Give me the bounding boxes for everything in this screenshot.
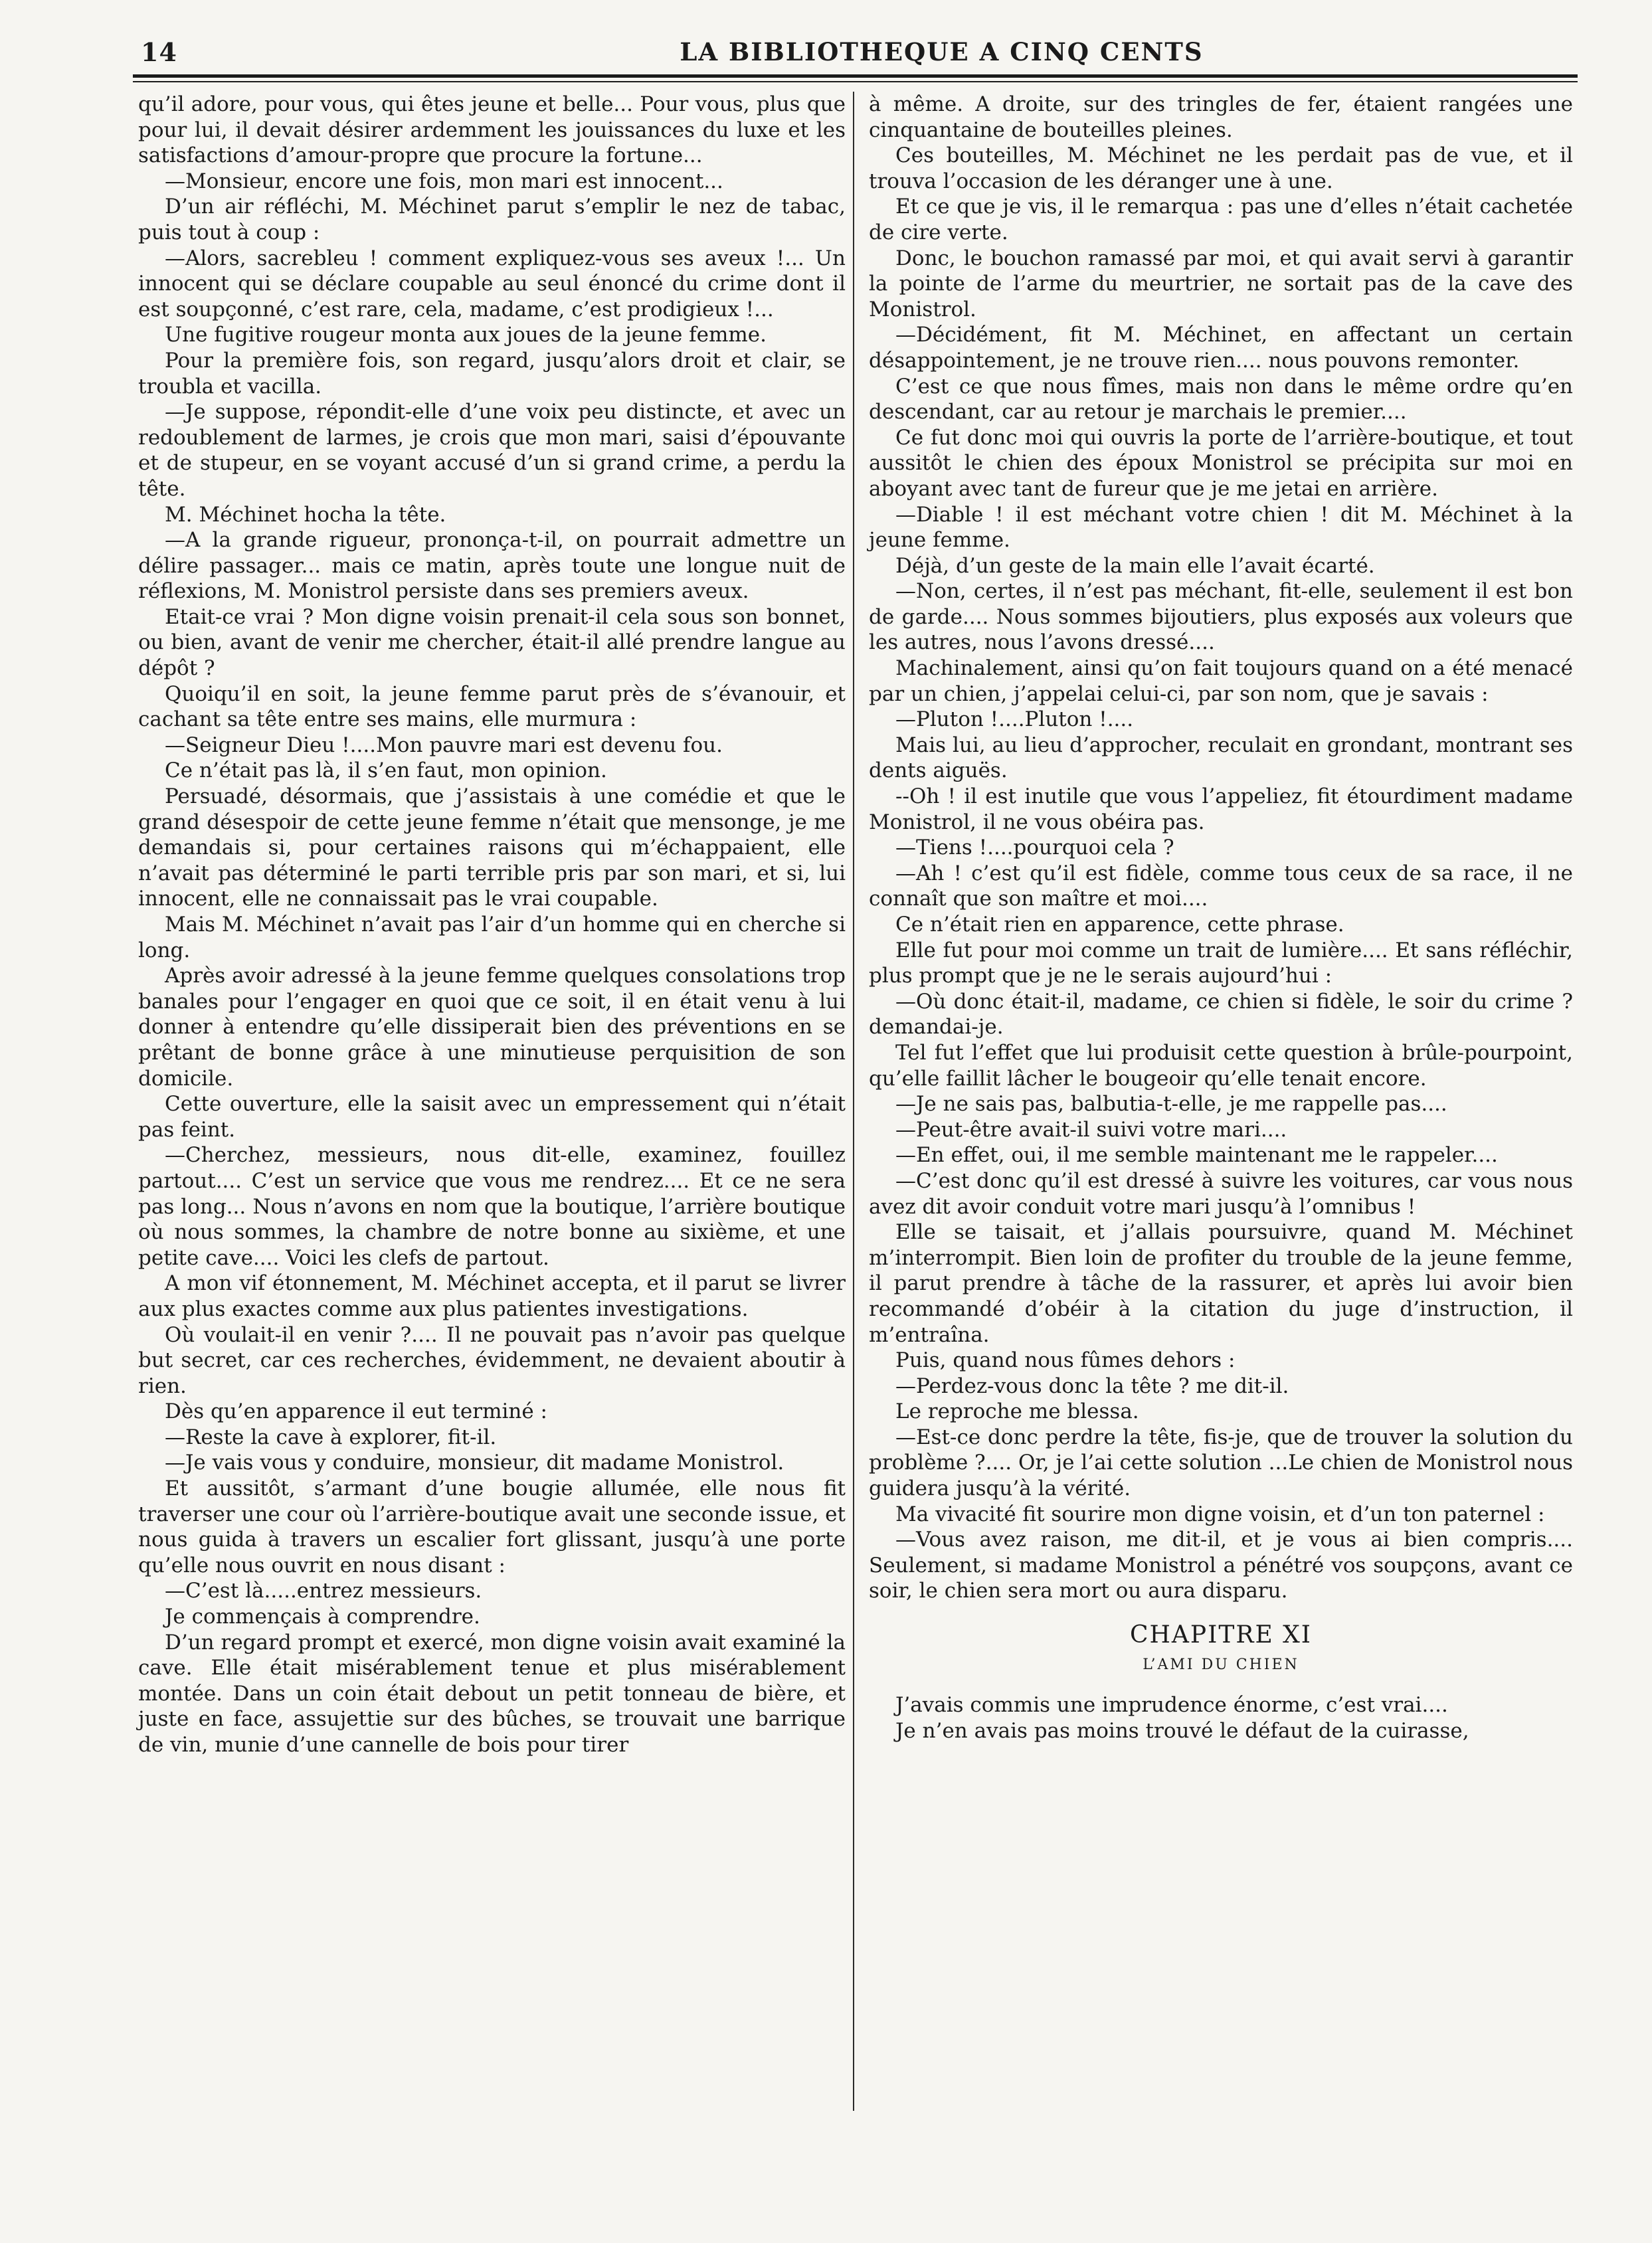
- paragraph: --Oh ! il est inutile que vous l’appeliez, fit étourdiment madame Monistrol, il ne vous obéira pas.: [869, 784, 1573, 834]
- paragraph: Déjà, d’un geste de la main elle l’avait écarté.: [895, 553, 1375, 578]
- paragraph: à même. A droite, sur des tringles de fer, étaient rangées une cinquantaine de bouteilles pleines.: [869, 92, 1573, 142]
- paragraph: Elle fut pour moi comme un trait de lumière.... Et sans réfléchir, plus prompt que je ne le serais aujourd’hui :: [869, 938, 1573, 988]
- paragraph: —Où donc était-il, madame, ce chien si fidèle, le soir du crime ? demandai-je.: [869, 989, 1573, 1039]
- paragraph: Tel fut l’effet que lui produisit cette question à brûle-pourpoint, qu’elle faillit lâcher le bougeoir qu’elle tenait encore.: [869, 1040, 1573, 1091]
- paragraph: Cette ouverture, elle la saisit avec un empressement qui n’était pas feint.: [138, 1092, 846, 1142]
- paragraph: —Tiens !....pourquoi cela ?: [895, 836, 1174, 860]
- paragraph: C’est ce que nous fîmes, mais non dans le même ordre qu’en descendant, car au retour je marchais le premier....: [869, 374, 1573, 424]
- paragraph: —Cherchez, messieurs, nous dit-elle, examinez, fouillez partout.... C’est un service que vous me rendrez.... Et ce ne sera pas long... Nous n’avons en nom que la boutique, l’arrière boutique où nous sommes, la chambre de notre bonne au sixième, et une petite cave.... Voici les clefs de partout.: [138, 1143, 846, 1270]
- paragraph: —Alors, sacrebleu ! comment expliquez-vous ses aveux !... Un innocent qui se déclare coupable au seul énoncé du crime dont il est soupçonné, c’est rare, cela, madame, c’est prodigieux !...: [138, 246, 846, 321]
- chapter-heading: CHAPITRE XI: [1129, 1621, 1313, 1649]
- paragraph: Et aussitôt, s’armant d’une bougie allumée, elle nous fit traverser une cour où l’arrière-boutique avait une seconde issue, et nous guida à travers un escalier fort glissant, jusqu’à une porte qu’elle nous ouvrit en nous disant :: [138, 1477, 846, 1577]
- paragraph: —C’est là.....entrez messieurs.: [165, 1579, 482, 1603]
- paragraph: Quoiqu’il en soit, la jeune femme parut près de s’évanouir, et cachant sa tête entre ses mains, elle murmura :: [138, 681, 846, 732]
- paragraph: qu’il adore, pour vous, qui êtes jeune et belle... Pour vous, plus que pour lui, il devait désirer ardemment les jouissances du luxe et les satisfactions d’amour-propre que procure la fortune...: [138, 92, 846, 168]
- paragraph: A mon vif étonnement, M. Méchinet accepta, et il parut se livrer aux plus exactes comme aux plus patientes investigations.: [138, 1271, 846, 1321]
- paragraph: —Non, certes, il n’est pas méchant, fit-elle, seulement il est bon de garde.... Nous sommes bijoutiers, plus exposés aux voleurs que les autres, nous l’avons dressé....: [869, 579, 1573, 655]
- paragraph: Ce fut donc moi qui ouvris la porte de l’arrière-boutique, et tout aussitôt le chien des époux Monistrol se précipita sur moi en aboyant avec tant de fureur que je me jetai en arrière.: [869, 425, 1573, 501]
- paragraph: —Je suppose, répondit-elle d’une voix peu distincte, et avec un redoublement de larmes, je crois que mon mari, saisi d’épouvante et de stupeur, en se voyant accusé d’un si grand crime, a perdu la tête.: [138, 400, 846, 501]
- paragraph: —Pluton !....Pluton !....: [895, 707, 1134, 732]
- paragraph: Ce n’était pas là, il s’en faut, mon opinion.: [165, 759, 607, 783]
- running-title: LA BIBLIOTHEQUE A CINQ CENTS: [680, 37, 1204, 66]
- paragraph: —En effet, oui, il me semble maintenant me le rappeler....: [895, 1143, 1498, 1168]
- right-column: [869, 92, 1573, 1744]
- paragraph: Puis, quand nous fûmes dehors :: [895, 1348, 1236, 1373]
- paragraph: —Décidément, fit M. Méchinet, en affectant un certain désappointement, je ne trouve rien.... nous pouvons remonter.: [869, 323, 1573, 373]
- paragraph: —C’est donc qu’il est dressé à suivre les voitures, car vous nous avez dit avoir conduit votre mari jusqu’à l’omnibus !: [869, 1168, 1573, 1219]
- header-rule-thick: [133, 74, 1578, 78]
- header-rule-thin: [133, 81, 1578, 82]
- paragraph: Une fugitive rougeur monta aux joues de la jeune femme.: [165, 323, 767, 347]
- paragraph: D’un regard prompt et exercé, mon digne voisin avait examiné la cave. Elle était misérablement tenue et plus misérablement montée. Dans un coin était debout un petit tonneau de bière, et juste en face, assujettie sur des bûches, se trouvait une barrique de vin, munie d’une cannelle de bois pour tirer: [138, 1630, 846, 1757]
- paragraph: Donc, le bouchon ramassé par moi, et qui avait servi à garantir la pointe de l’arme du meurtrier, ne sortait pas de la cave des Monistrol.: [869, 246, 1573, 321]
- paragraph: Et ce que je vis, il le remarqua : pas une d’elles n’était cachetée de cire verte.: [869, 195, 1573, 244]
- paragraph: —Est-ce donc perdre la tête, fis-je, que de trouver la solution du problème ?.... Or, je l’ai cette solution ...Le chien de Monistrol nous guidera jusqu’à la vérité.: [869, 1425, 1573, 1501]
- paragraph: M. Méchinet hocha la tête.: [165, 502, 446, 527]
- paragraph: Dès qu’en apparence il eut terminé :: [165, 1399, 547, 1424]
- paragraph: Machinalement, ainsi qu’on fait toujours quand on a été menacé par un chien, j’appelai celui-ci, par son nom, que je savais :: [869, 656, 1573, 706]
- paragraph: —Je vais vous y conduire, monsieur, dit madame Monistrol.: [165, 1451, 784, 1475]
- paragraph: Je commençais à comprendre.: [165, 1605, 480, 1629]
- paragraph: Où voulait-il en venir ?.... Il ne pouvait pas n’avoir pas quelque but secret, car ces recherches, évidemment, ne devaient aboutir à rien.: [138, 1322, 846, 1398]
- paragraph: —Diable ! il est méchant votre chien ! dit M. Méchinet à la jeune femme.: [869, 502, 1573, 553]
- paragraph: —Reste la cave à explorer, fit-il.: [165, 1425, 497, 1449]
- left-column: [138, 92, 846, 1758]
- paragraph: —Monsieur, encore une fois, mon mari est innocent...: [165, 169, 723, 193]
- paragraph: Etait-ce vrai ? Mon digne voisin prenait-il cela sous son bonnet, ou bien, avant de venir me chercher, était-il allé prendre langue au dépôt ?: [138, 604, 846, 681]
- paragraph: D’un air réfléchi, M. Méchinet parut s’emplir le nez de tabac, puis tout à coup :: [138, 195, 846, 244]
- paragraph: Ma vivacité fit sourire mon digne voisin, et d’un ton paternel :: [895, 1502, 1545, 1526]
- paragraph: Persuadé, désormais, que j’assistais à une comédie et que le grand désespoir de cette jeune femme n’était que mensonge, je me demandais si, pour certaines raisons qui m’échappaient, elle n’avait pas déterminé le parti terrible pris par son mari, et si, lui innocent, elle ne connaissait pas le vrai coupable.: [138, 784, 846, 911]
- paragraph: —Seigneur Dieu !....Mon pauvre mari est devenu fou.: [165, 733, 723, 757]
- paragraph: —Vous avez raison, me dit-il, et je vous ai bien compris.... Seulement, si madame Monistrol a pénétré vos soupçons, avant ce soir, le chien sera mort ou aura disparu.: [869, 1528, 1573, 1603]
- paragraph: Pour la première fois, son regard, jusqu’alors droit et clair, se troubla et vacilla.: [138, 348, 846, 399]
- paragraph: Elle se taisait, et j’allais poursuivre, quand M. Méchinet m’interrompit. Bien loin de profiter du trouble de la jeune femme, il parut prendre à tâche de la rassurer, et après lui avoir bien recommandé d’obéir à la citation du juge d’instruction, il m’entraîna.: [869, 1220, 1573, 1347]
- paragraph: Le reproche me blessa.: [895, 1399, 1139, 1424]
- page-header: [133, 37, 1578, 72]
- paragraph: —A la grande rigueur, prononça-t-il, on pourrait admettre un délire passager... mais ce matin, après toute une longue nuit de réflexions, M. Monistrol persiste dans ses premiers aveux.: [138, 528, 846, 604]
- paragraph: —Je ne sais pas, balbutia-t-elle, je me rappelle pas....: [895, 1092, 1447, 1117]
- paragraph: Mais M. Méchinet n’avait pas l’air d’un homme qui en cherche si long.: [138, 913, 846, 962]
- paragraph: Je n’en avais pas moins trouvé le défaut de la cuirasse,: [895, 1718, 1469, 1743]
- paragraph: —Perdez-vous donc la tête ? me dit-il.: [895, 1374, 1289, 1398]
- paragraph: Ces bouteilles, M. Méchinet ne les perdait pas de vue, et il trouva l’occasion de les déranger une à une.: [869, 143, 1573, 193]
- column-divider: [853, 92, 854, 2111]
- paragraph: Ce n’était rien en apparence, cette phrase.: [895, 913, 1344, 937]
- paragraph: —Peut-être avait-il suivi votre mari....: [895, 1117, 1287, 1142]
- paragraph: —Ah ! c’est qu’il est fidèle, comme tous ceux de sa race, il ne connaît que son maître et moi....: [869, 861, 1573, 911]
- paragraph: J’avais commis une imprudence énorme, c’est vrai....: [895, 1693, 1448, 1718]
- chapter-subheading: L’AMI DU CHIEN: [1143, 1656, 1299, 1673]
- paragraph: Mais lui, au lieu d’approcher, reculait en grondant, montrant ses dents aiguës.: [869, 733, 1573, 783]
- page-number: 14: [141, 37, 177, 67]
- paragraph: Après avoir adressé à la jeune femme quelques consolations trop banales pour l’engager en quoi que ce soit, il en était venu à lui donner à entendre qu’elle dissiperait bien des préventions en se prêtant de bonne grâce à une minutieuse perquisition de son domicile.: [138, 964, 846, 1091]
